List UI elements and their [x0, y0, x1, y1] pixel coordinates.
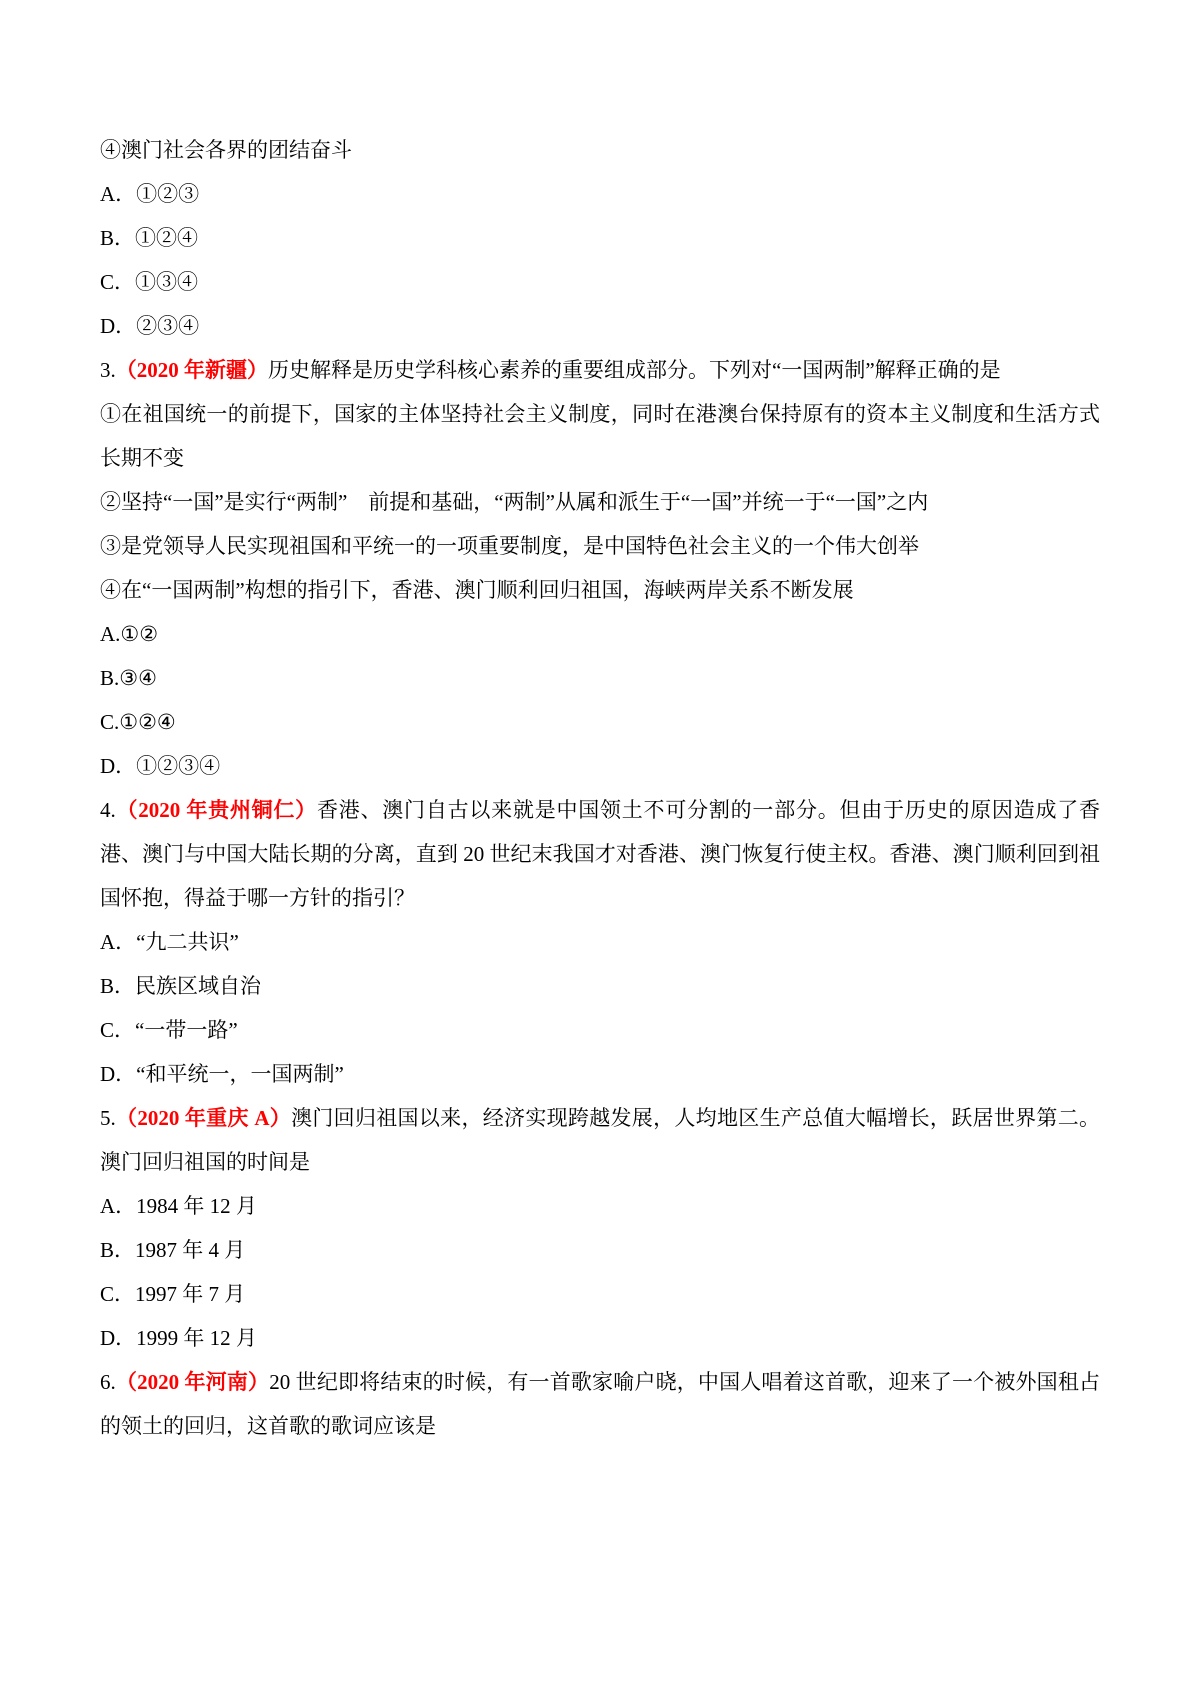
option-c-line: C．①③④	[100, 270, 199, 294]
option-a-line: A．①②③	[100, 182, 200, 206]
question-4-option-b: B．民族区域自治	[100, 974, 262, 998]
question-3-item-1: ①在祖国统一的前提下，国家的主体坚持社会主义制度，同时在港澳台保持原有的资本主义制度和生活方式长期不变	[100, 402, 1100, 470]
question-3-item-3: ③是党领导人民实现祖国和平统一的一项重要制度，是中国特色社会主义的一个伟大创举	[100, 534, 919, 558]
option-d-line: D．②③④	[100, 314, 200, 338]
question-4-option-d: D．“和平统一，一国两制”	[100, 1062, 344, 1086]
question-4-option-c: C．“一带一路”	[100, 1018, 238, 1042]
question-4-number: 4.	[100, 798, 116, 822]
question-5-option-a: A．1984 年 12 月	[100, 1194, 257, 1218]
question-3-option-c: C.①②④	[100, 710, 176, 734]
question-5-option-c: C．1997 年 7 月	[100, 1282, 246, 1306]
question-3-source: （2020 年新疆）	[115, 358, 268, 382]
question-6-number: 6.	[100, 1370, 116, 1394]
question-6-source: （2020 年河南）	[115, 1370, 270, 1394]
question-5-text: 澳门回归祖国以来，经济实现跨越发展，人均地区生产总值大幅增长，跃居世界第二。澳门回归祖国的时间是	[100, 1106, 1100, 1174]
question-4-source: （2020 年贵州铜仁）	[115, 798, 317, 822]
question-5-option-b: B．1987 年 4 月	[100, 1238, 246, 1262]
question-3-text: 历史解释是历史学科核心素养的重要组成部分。下列对“一国两制”解释正确的是	[268, 358, 1001, 382]
question-4-option-a: A．“九二共识”	[100, 930, 239, 954]
question-6-header	[100, 1360, 1100, 1448]
question-3-number: 3.	[100, 358, 116, 382]
question-5-number: 5.	[100, 1106, 116, 1130]
question-3-header	[100, 348, 1100, 392]
question-6-text: 20 世纪即将结束的时候，有一首歌家喻户晓，中国人唱着这首歌，迎来了一个被外国租占的领土的回归，这首歌的歌词应该是	[100, 1370, 1101, 1438]
question-3-option-d: D．①②③④	[100, 754, 221, 778]
option-stem-line: ④澳门社会各界的团结奋斗	[100, 138, 352, 162]
question-3-option-a: A.①②	[100, 622, 159, 646]
question-3-item-2: ②坚持“一国”是实行“两制” 前提和基础，“两制”从属和派生于“一国”并统一于“一国”之内	[100, 490, 929, 514]
question-4-header	[100, 788, 1100, 920]
question-5-source: （2020 年重庆 A）	[115, 1106, 292, 1130]
option-b-line: B．①②④	[100, 226, 199, 250]
question-5-header	[100, 1096, 1100, 1184]
question-5-option-d: D．1999 年 12 月	[100, 1326, 257, 1350]
question-4-text: 香港、澳门自古以来就是中国领土不可分割的一部分。但由于历史的原因造成了香港、澳门与中国大陆长期的分离，直到 20 世纪末我国才对香港、澳门恢复行使主权。香港、澳门顺利回到祖国怀抱，得益于哪一方针的指引？	[100, 798, 1101, 910]
question-3-item-4: ④在“一国两制”构想的指引下，香港、澳门顺利回归祖国，海峡两岸关系不断发展	[100, 578, 854, 602]
question-3-option-b: B.③④	[100, 666, 157, 690]
